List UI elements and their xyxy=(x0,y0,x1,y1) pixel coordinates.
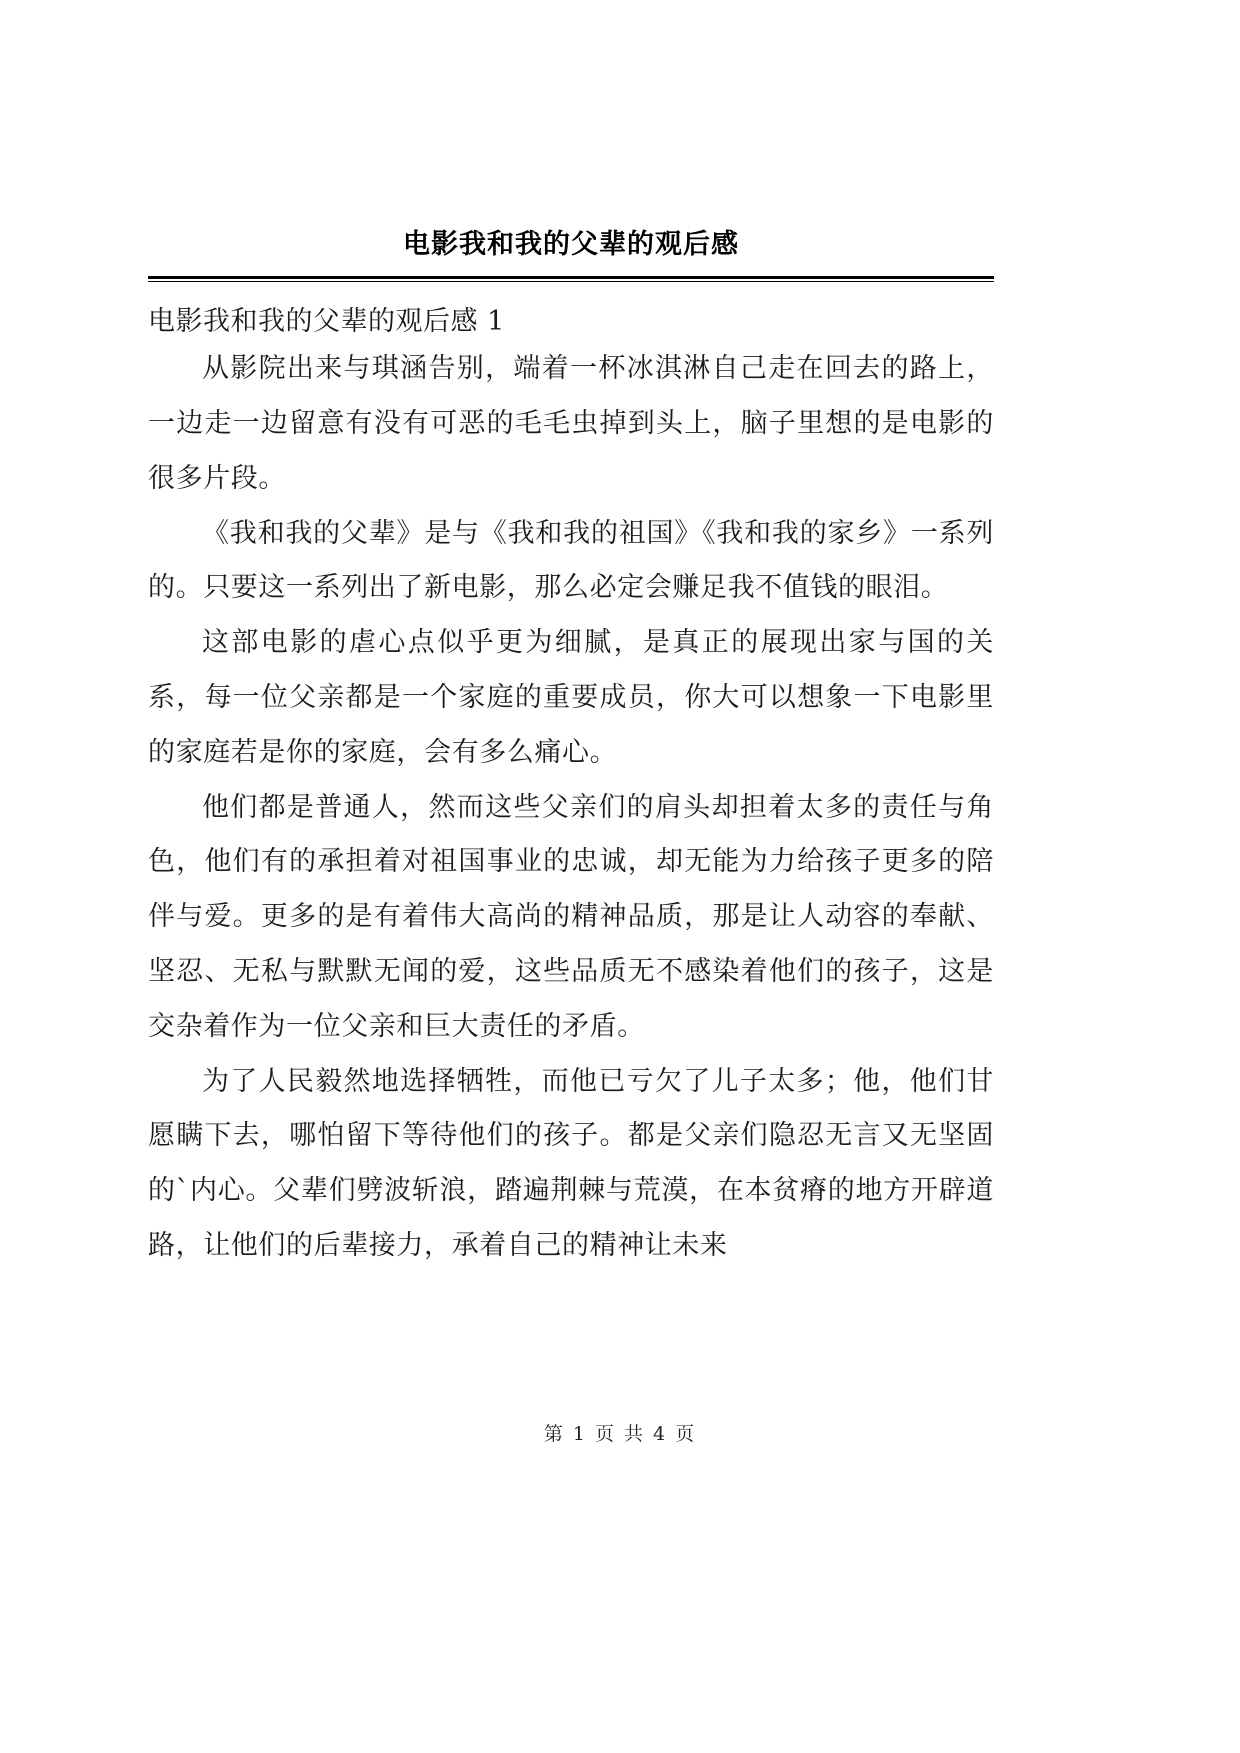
body-paragraph: 《我和我的父辈》是与《我和我的祖国》《我和我的家乡》一系列的。只要这一系列出了新电影，那么必定会赚足我不值钱的眼泪。 xyxy=(148,517,994,604)
page-footer: 第 1 页 共 4 页 xyxy=(543,1423,697,1445)
page-title: 电影我和我的父辈的观后感 xyxy=(403,229,739,260)
title-divider xyxy=(148,276,994,282)
body-paragraph: 他们都是普通人，然而这些父亲们的肩头却担着太多的责任与角色，他们有的承担着对祖国事业的忠诚，却无能为力给孩子更多的陪伴与爱。更多的是有着伟大高尚的精神品质，那是让人动容的奉献、坚忍、无私与默默无闻的爱，这些品质无不感染着他们的孩子，这是交杂着作为一位父亲和巨大责任的矛盾。 xyxy=(148,791,994,1042)
document-subtitle: 电影我和我的父辈的观后感 1 xyxy=(148,305,505,337)
body-paragraph: 从影院出来与琪涵告别，端着一杯冰淇淋自己走在回去的路上，一边走一边留意有没有可恶的毛毛虫掉到头上，脑子里想的是电影的很多片段。 xyxy=(148,353,994,494)
body-paragraph: 为了人民毅然地选择牺牲，而他已亏欠了儿子太多；他，他们甘愿瞒下去，哪怕留下等待他们的孩子。都是父亲们隐忍无言又无坚固的`内心。父辈们劈波斩浪，踏遍荆棘与荒漠，在本贫瘠的地方开辟道路，让他们的后辈接力，承着自己的精神让未来 xyxy=(148,1065,994,1261)
document-content xyxy=(148,0,994,1274)
body-paragraph: 这部电影的虐心点似乎更为细腻，是真正的展现出家与国的关系，每一位父亲都是一个家庭的重要成员，你大可以想象一下电影里的家庭若是你的家庭，会有多么痛心。 xyxy=(148,627,994,768)
